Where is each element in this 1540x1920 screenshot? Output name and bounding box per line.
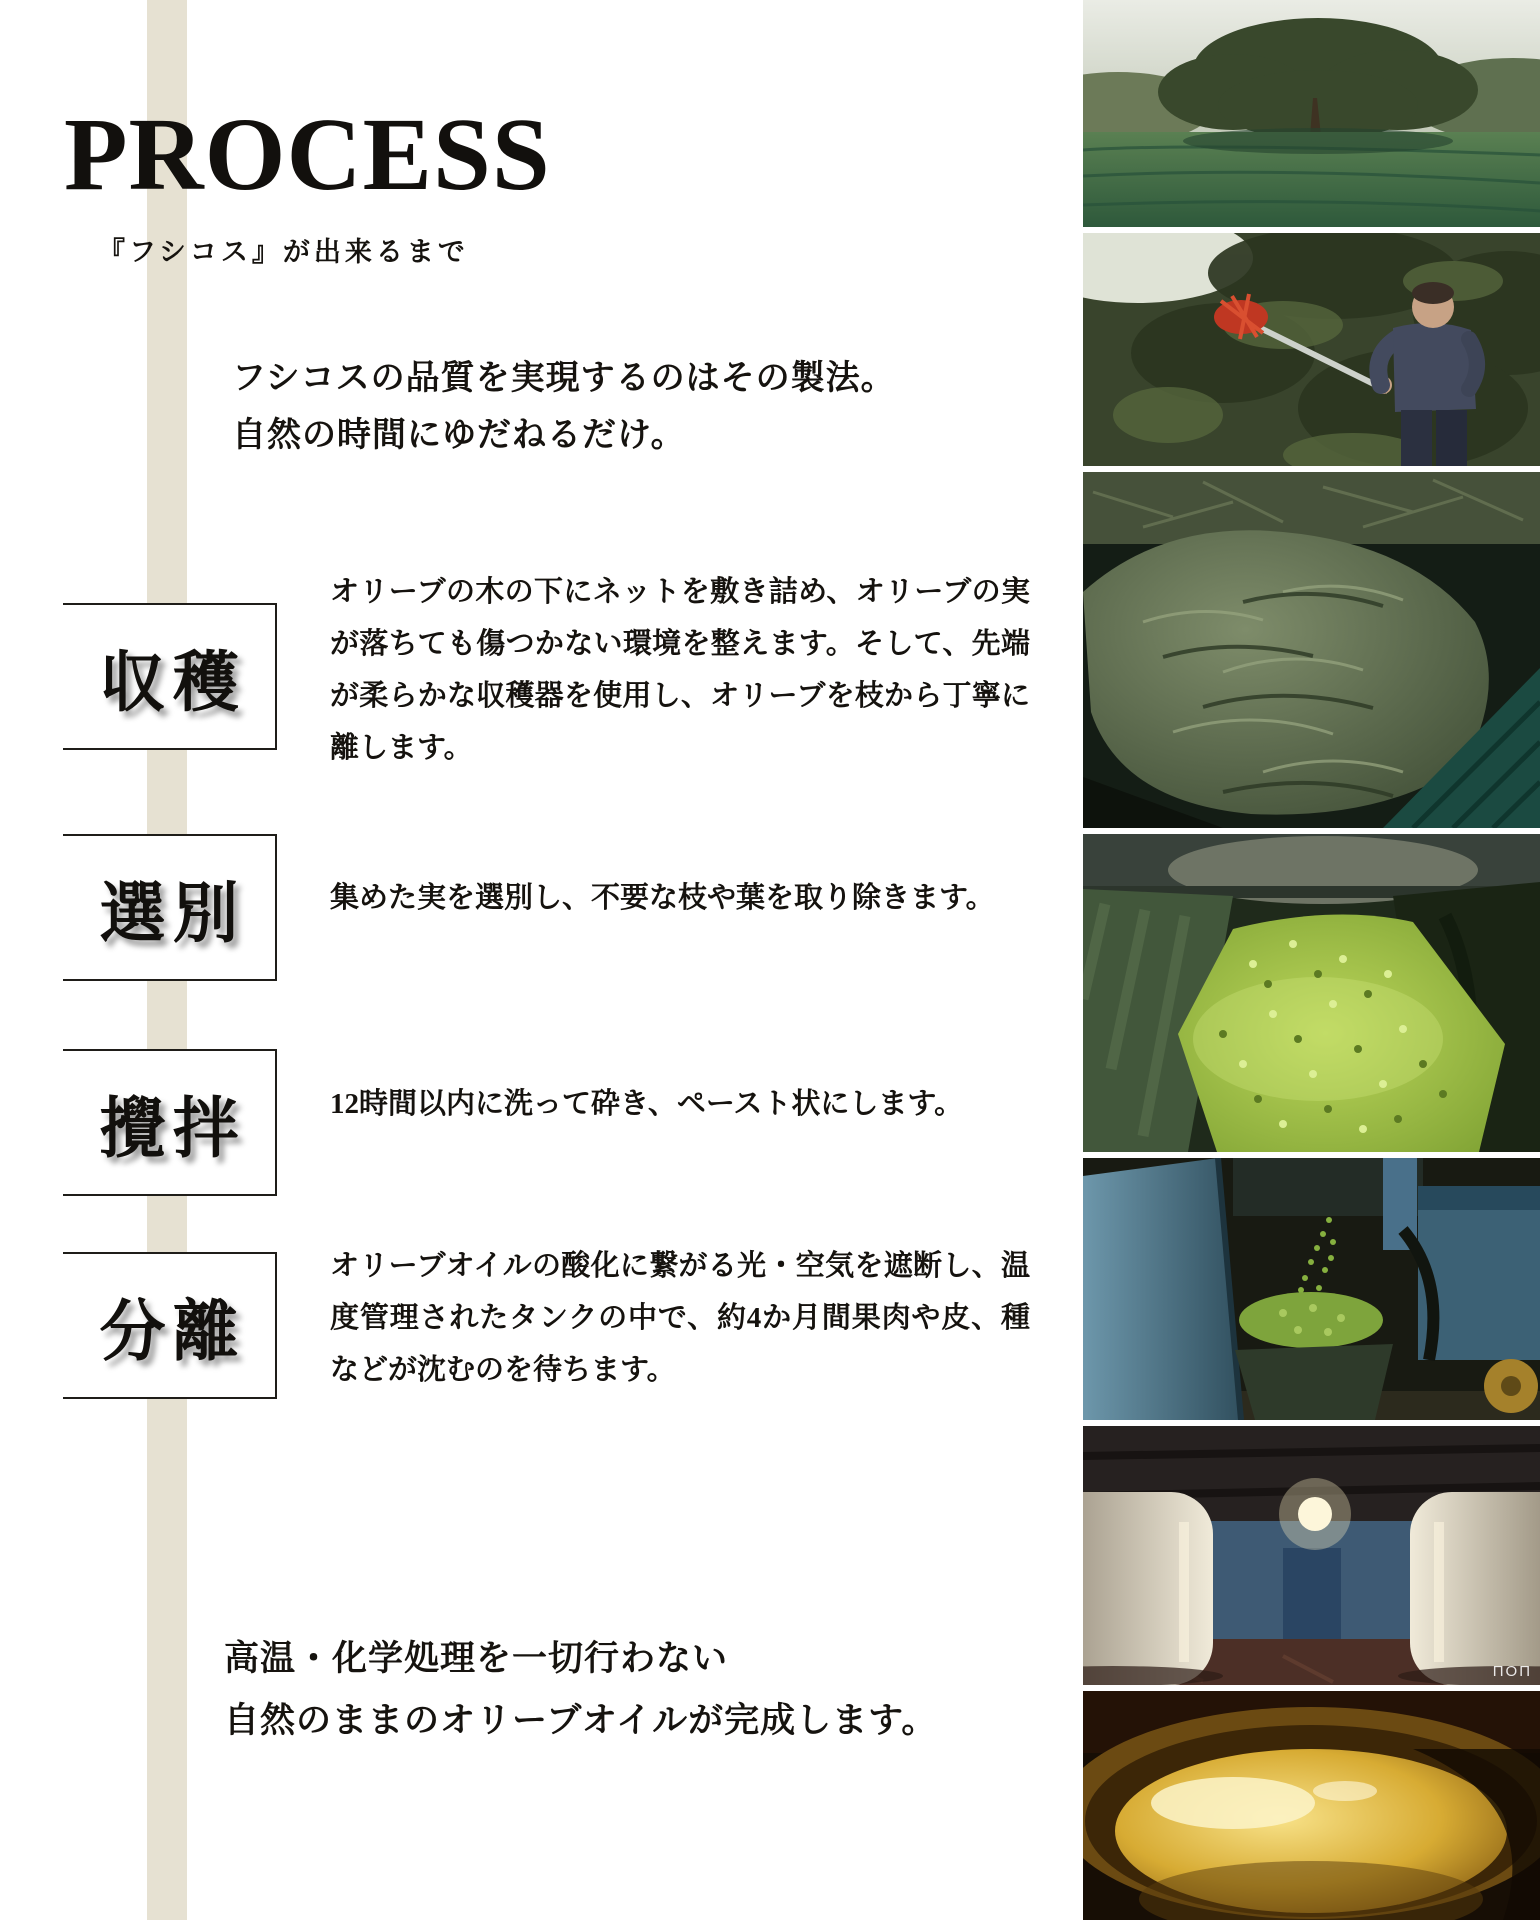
photo-green-olives	[1083, 834, 1540, 1152]
outro-line-2: 自然のままのオリーブオイルが完成します。	[224, 1701, 938, 1740]
photo-crushing-machine	[1083, 1158, 1540, 1420]
step-description-separation: オリーブオイルの酸化に繋がる光・空気を遮断し、温度管理されたタンクの中で、約4か月間果肉や皮、種などが沈むのを待ちます。	[330, 1250, 1030, 1386]
page-subtitle: 『フシコス』が出来るまで	[98, 237, 469, 267]
step-box-mixing	[63, 1049, 277, 1196]
crushing-machine-photo-art	[1083, 1158, 1540, 1420]
step-label-sorting: 選別	[99, 878, 246, 951]
step-label-mixing: 攪拌	[99, 1093, 246, 1166]
step-description-sorting: 集めた実を選別し、不要な枝や葉を取り除きます。	[330, 882, 995, 914]
green-olives-photo-art	[1083, 834, 1540, 1152]
intro-text	[232, 350, 896, 464]
photo-olive-grove	[1083, 0, 1540, 227]
step-label-harvest: 収穫	[99, 647, 246, 720]
tank-photo-caption: ПОП	[1492, 1663, 1532, 1680]
intro-line-2: 自然の時間にゆだねるだけ。	[232, 417, 686, 454]
photo-branch-pile	[1083, 472, 1540, 828]
page-title: PROCESS	[64, 97, 551, 212]
step-box-sorting	[63, 834, 277, 981]
step-description-harvest: オリーブの木の下にネットを敷き詰め、オリーブの実が落ちても傷つかない環境を整えます。そして、先端が柔らかな収穫器を使用し、オリーブを枝から丁寧に離します。	[330, 576, 1030, 764]
step-box-separation	[63, 1252, 277, 1399]
branch-pile-photo-art	[1083, 472, 1540, 828]
step-box-harvest	[63, 603, 277, 750]
outro-text	[224, 1628, 937, 1752]
settling-tanks-photo-art	[1083, 1426, 1540, 1685]
outro-line-1: 高温・化学処理を一切行わない	[224, 1639, 729, 1678]
photo-olive-oil	[1083, 1691, 1540, 1920]
step-label-separation: 分離	[99, 1296, 246, 1369]
step-description-mixing: 12時間以内に洗って砕き、ペースト状にします。	[330, 1088, 964, 1120]
photo-settling-tanks	[1083, 1426, 1540, 1685]
photo-column	[1083, 0, 1540, 1920]
intro-line-1: フシコスの品質を実現するのはその製法。	[232, 360, 896, 397]
photo-harvesting	[1083, 233, 1540, 466]
olive-grove-photo-art	[1083, 0, 1540, 227]
harvesting-photo-art	[1083, 233, 1540, 466]
olive-oil-photo-art	[1083, 1691, 1540, 1920]
